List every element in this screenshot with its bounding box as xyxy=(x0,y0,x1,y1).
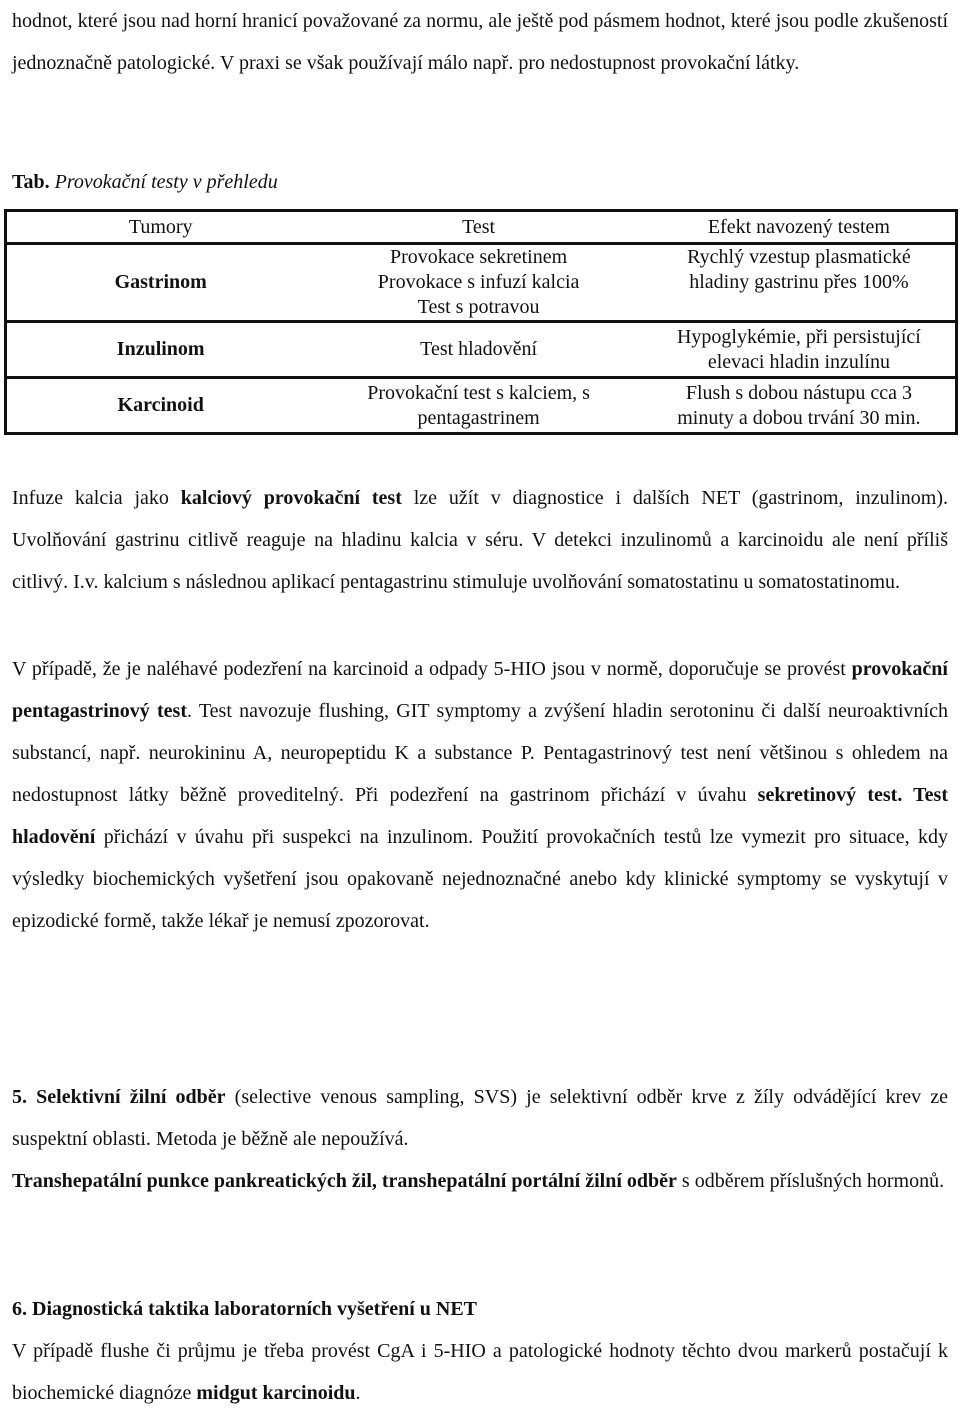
header-test: Test xyxy=(314,211,642,244)
test-line: Provokace s infuzí kalcia xyxy=(377,271,580,293)
section-5b-paragraph xyxy=(12,1160,948,1202)
calcium-text-1: Infuze kalcia jako xyxy=(12,487,181,509)
secretin-fasting-bold-term: sekretinový test. Test hladovění xyxy=(12,784,948,848)
calcium-bold-term: kalciový provokační test xyxy=(180,487,402,509)
section-6-text-2: . xyxy=(355,1382,361,1404)
section-6-paragraph xyxy=(12,1288,948,1414)
provocation-tests-table xyxy=(4,209,958,435)
effect-cell: Hypoglykémie, při persistující elevaci hladin inzulínu xyxy=(643,322,957,378)
section-6-text-1: V případě flushe či průjmu je třeba provést CgA i 5-HIO a patologické hodnoty těchto dvou markerů postačují k biochemické diagnóze xyxy=(12,1340,948,1404)
table-row xyxy=(6,378,957,434)
table-caption-label: Tab. xyxy=(12,171,50,193)
tumor-cell: Karcinoid xyxy=(117,394,204,416)
section-5-paragraph xyxy=(12,1076,948,1160)
section-6-heading: 6. Diagnostická taktika laboratorních vyšetření u NET xyxy=(12,1298,478,1320)
test-line: Provokace sekretinem xyxy=(390,246,568,268)
test-line: Test s potravou xyxy=(417,296,540,318)
pentagastrin-text-1: V případě, že je naléhavé podezření na karcinoid a odpady 5-HIO jsou v normě, doporučuje se provést xyxy=(12,658,852,680)
pentagastrin-text-2: . Test navozuje flushing, GIT symptomy a zvýšení hladin serotoninu či další neuroaktivních substancí, např. neurokininu A, neuropeptidu K a substance P. Pentagastrinový test není většinou s ohledem na nedostupnost látky běžně proveditelný. Při podezření na gastrinom přichází v úvahu xyxy=(12,700,948,806)
midgut-carcinoid-bold-term: midgut karcinoidu xyxy=(196,1382,356,1404)
table-caption xyxy=(12,163,278,201)
intro-paragraph xyxy=(12,0,948,84)
test-cell xyxy=(314,244,642,322)
section-5-heading: 5. Selektivní žilní odběr xyxy=(12,1086,226,1108)
effect-cell: Rychlý vzestup plasmatické hladiny gastrinu přes 100% xyxy=(643,244,957,322)
header-tumors: Tumory xyxy=(6,211,315,244)
calcium-text-2: lze užít v diagnostice i dalších NET (gastrinom, inzulinom). Uvolňování gastrinu citlivě reaguje na hladinu kalcia v séru. V detekci inzulinomů a karcinoidu ale není příliš citlivý. I.v. kalcium s následnou aplikací pentagastrinu stimuluje uvolňování somatostatinu u somatostatinomu. xyxy=(12,487,948,593)
tumor-cell: Gastrinom xyxy=(6,244,315,322)
transhepatal-bold-term: Transhepatální punkce pankreatických žil, transhepatální portální žilní odběr xyxy=(12,1170,677,1192)
intro-text: hodnot, které jsou nad horní hranicí považované za normu, ale ještě pod pásmem hodnot, které jsou podle zkušeností jednoznačně patologické. V praxi se však používají málo např. pro nedostupnost provokační látky. xyxy=(12,10,948,74)
tumor-cell: Inzulinom xyxy=(6,322,315,378)
test-line: Test hladovění xyxy=(420,338,538,360)
pentagastrin-text-3: přichází v úvahu při suspekci na inzulinom. Použití provokačních testů lze vymezit pro situace, kdy výsledky biochemických vyšetření jsou opakovaně nejednoznačné anebo kdy klinické symptomy se vyskytují v epizodické formě, takže lékař je nemusí zpozorovat. xyxy=(12,826,948,932)
transhepatal-text: s odběrem příslušných hormonů. xyxy=(676,1170,945,1192)
section-5-text: (selective venous sampling, SVS) je selektivní odběr krve z žíly odvádějící krev ze suspektní oblasti. Metoda je běžně ale nepoužívá. xyxy=(12,1086,948,1150)
effect-cell: Flush s dobou nástupu cca 3 minuty a dobou trvání 30 min. xyxy=(677,381,921,429)
calcium-test-paragraph xyxy=(12,477,948,603)
test-cell xyxy=(314,322,642,378)
table-row xyxy=(6,244,957,322)
pentagastrin-paragraph xyxy=(12,648,948,942)
header-effect: Efekt navozený testem xyxy=(643,211,957,244)
table-row xyxy=(6,322,957,378)
test-cell: Provokační test s kalciem, s pentagastrinem xyxy=(367,381,590,429)
table-caption-title: Provokační testy v přehledu xyxy=(49,171,278,193)
table-header-row xyxy=(6,211,957,244)
pentagastrin-bold-term: provokační pentagastrinový test xyxy=(12,658,948,722)
